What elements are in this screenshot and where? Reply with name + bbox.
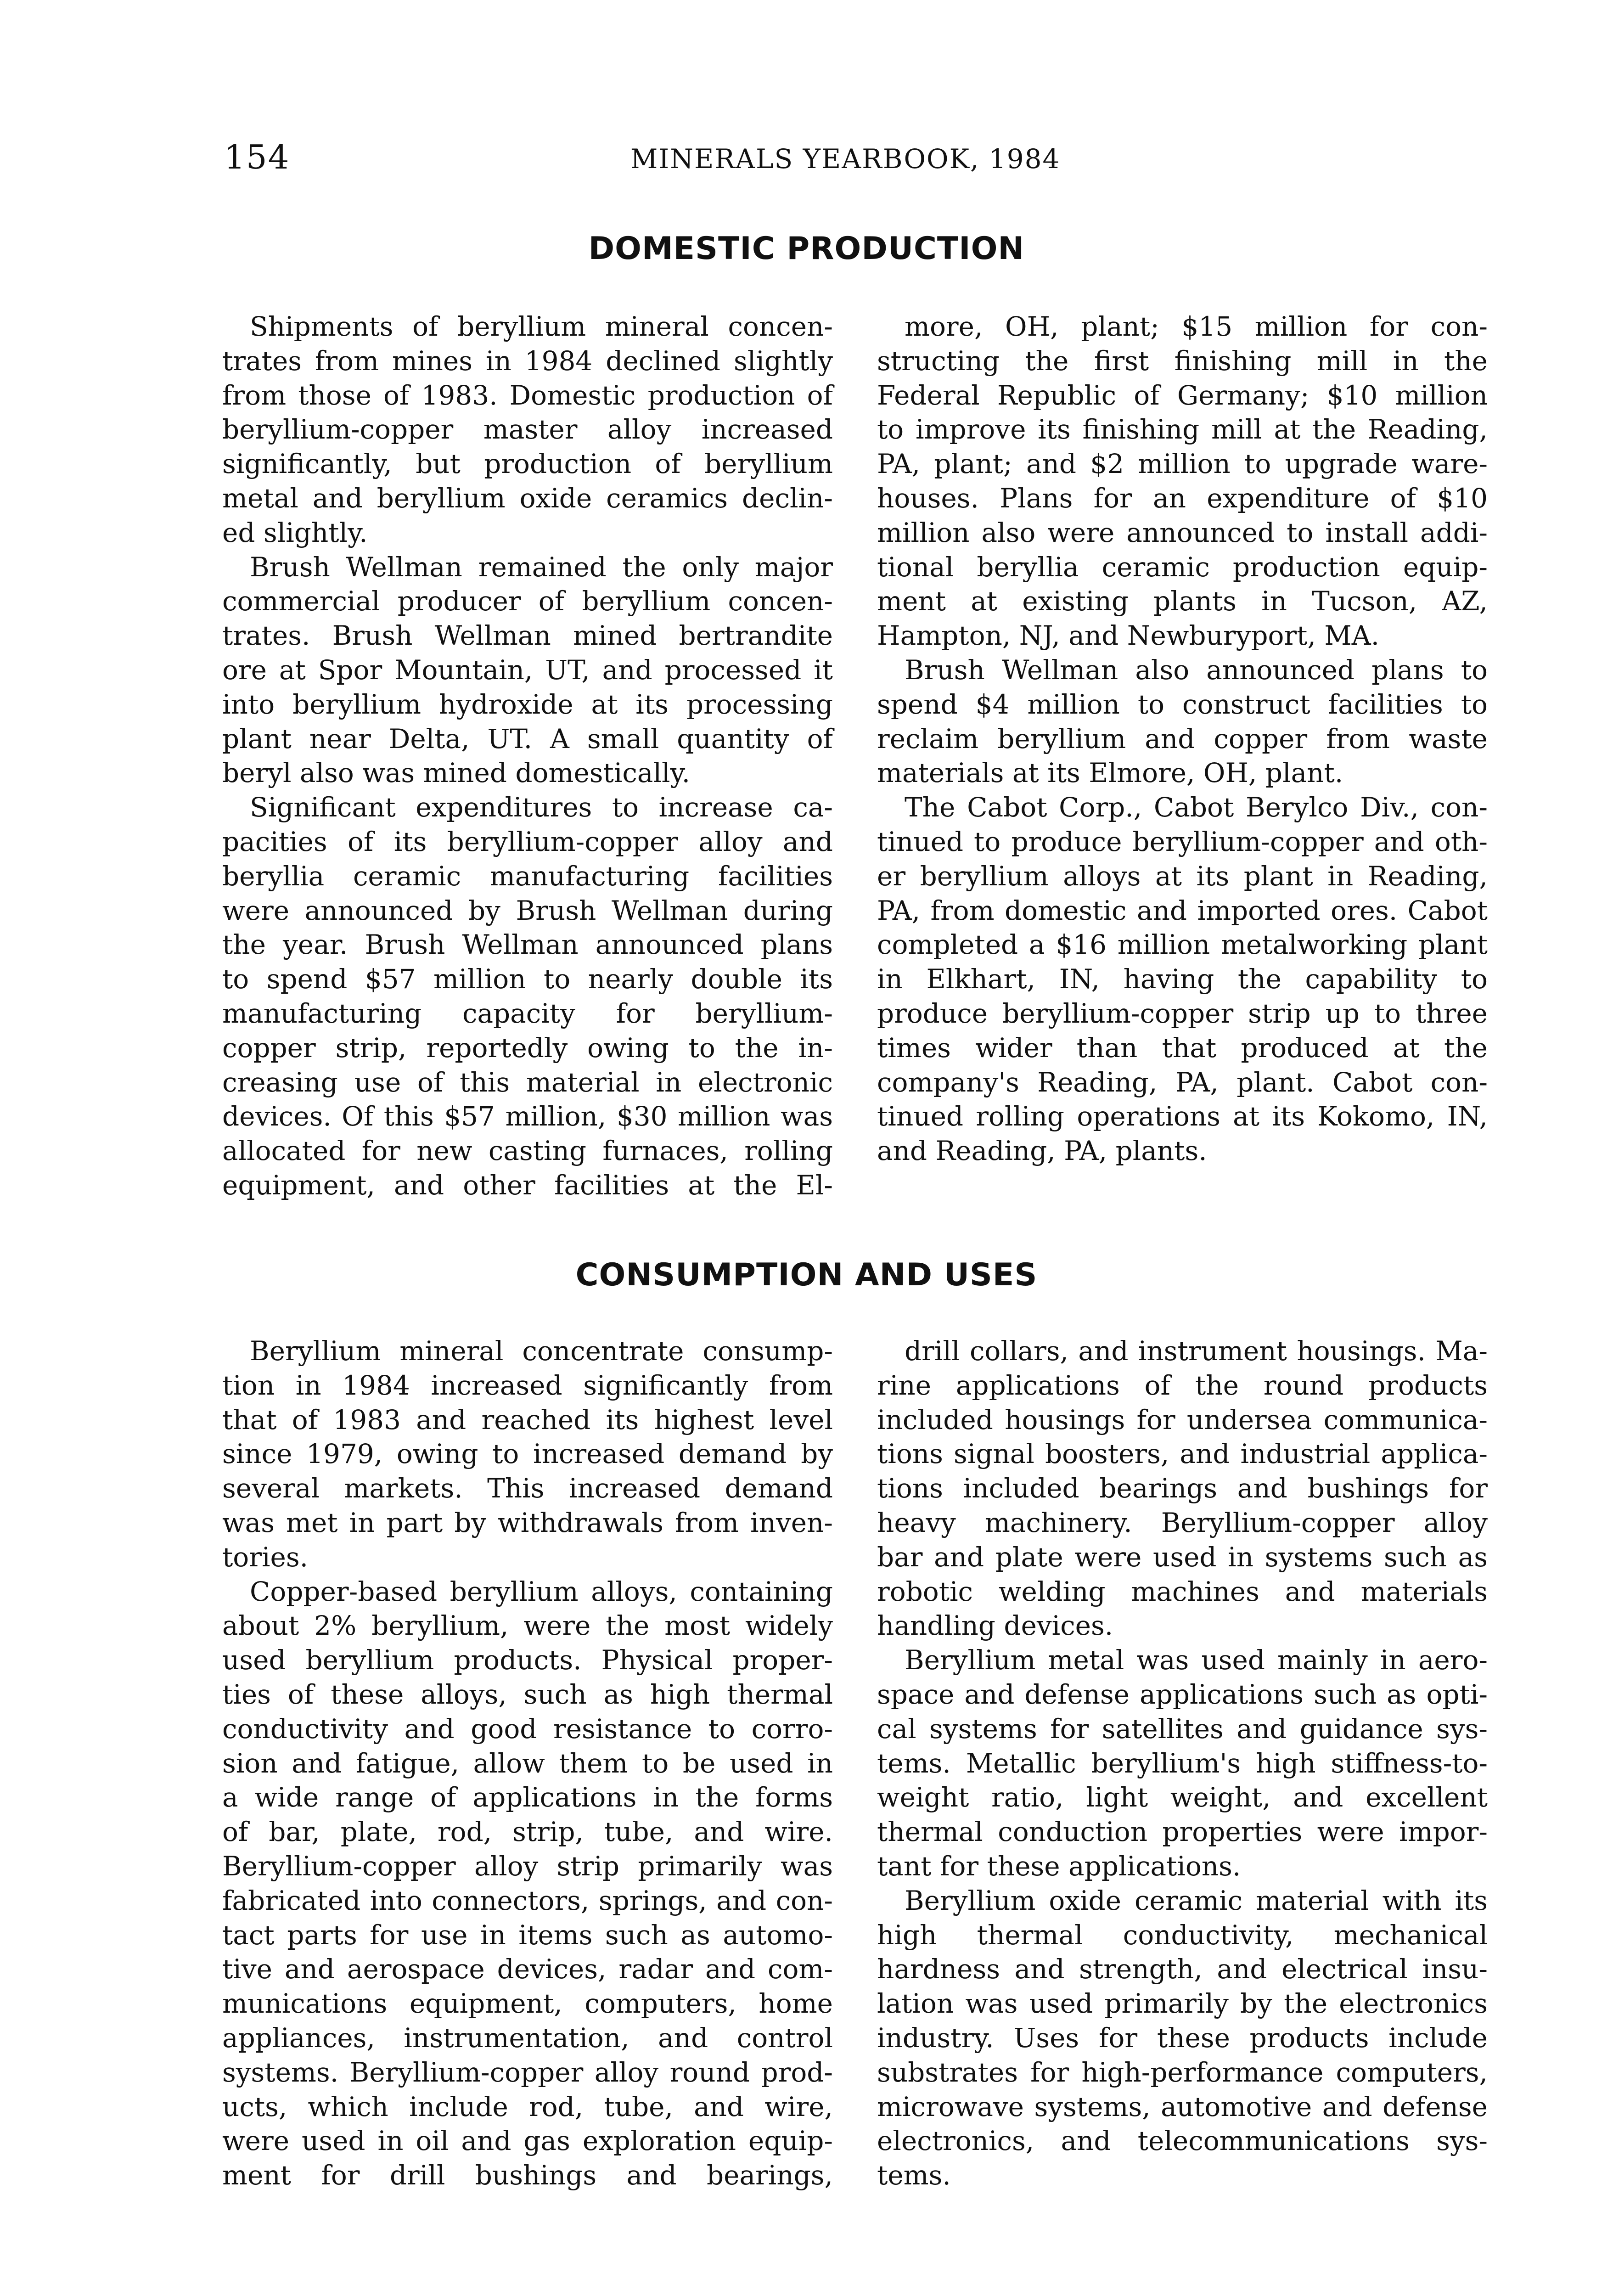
text-line: tinued to produce beryllium-copper and oth- [877, 826, 1488, 857]
domestic-production-right-column [877, 310, 1488, 1168]
text-line: lation was used primarily by the electronics [877, 1988, 1488, 2020]
text-line: about 2% beryllium, were the most widely [222, 1610, 833, 1642]
text-line: ties of these alloys, such as high thermal [222, 1678, 833, 1710]
text-line: Federal Republic of Germany; $10 million [877, 379, 1488, 411]
text-line: a wide range of applications in the forms [222, 1782, 833, 1813]
text-line: fabricated into connectors, springs, and con- [222, 1885, 833, 1916]
text-line: PA, plant; and $2 million to upgrade ware- [877, 448, 1488, 480]
text-line: completed a $16 million metalworking plant [877, 929, 1488, 961]
text-line: were used in oil and gas exploration equip- [222, 2125, 833, 2157]
text-line: copper strip, reportedly owing to the in- [222, 1032, 833, 1064]
text-line: million also were announced to install addi- [877, 517, 1488, 548]
text-line: Hampton, NJ, and Newburyport, MA. [877, 620, 1380, 652]
text-line: Brush Wellman remained the only major [250, 551, 833, 583]
text-line: spend $4 million to construct facilities to [877, 688, 1488, 720]
text-line: beryllium-copper master alloy increased [222, 414, 833, 445]
text-line: bar and plate were used in systems such as [877, 1541, 1488, 1573]
text-line: trates. Brush Wellman mined bertrandite [222, 620, 833, 652]
text-line: of bar, plate, rod, strip, tube, and wire. [222, 1816, 833, 1848]
text-line: Copper-based beryllium alloys, containing [250, 1576, 833, 1607]
text-line: produce beryllium-copper strip up to three [877, 997, 1488, 1029]
text-line: high thermal conductivity, mechanical [877, 1919, 1488, 1951]
domestic-production-left-column [222, 310, 833, 1203]
text-line: to improve its finishing mill at the Reading, [877, 414, 1488, 445]
text-line: devices. Of this $57 million, $30 million was [222, 1101, 833, 1132]
text-line: materials at its Elmore, OH, plant. [877, 757, 1343, 789]
text-line: beryl also was mined domestically. [222, 757, 691, 789]
text-line: company's Reading, PA, plant. Cabot con- [877, 1066, 1488, 1098]
section-heading-consumption-and-uses: CONSUMPTION AND USES [575, 1257, 1038, 1293]
text-line: Shipments of beryllium mineral concen- [250, 311, 833, 342]
text-line: munications equipment, computers, home [222, 1988, 833, 2020]
text-line: and Reading, PA, plants. [877, 1135, 1207, 1167]
text-line: Beryllium metal was used mainly in aero- [905, 1644, 1488, 1676]
text-line: tories. [222, 1541, 309, 1573]
text-line: industry. Uses for these products include [877, 2022, 1488, 2054]
text-line: into beryllium hydroxide at its processing [222, 688, 833, 720]
text-line: since 1979, owing to increased demand by [222, 1438, 833, 1470]
text-line: heavy machinery. Beryllium-copper alloy [877, 1507, 1488, 1538]
text-line: included housings for undersea communica- [877, 1404, 1488, 1435]
text-line: creasing use of this material in electronic [222, 1066, 833, 1098]
text-line: in Elkhart, IN, having the capability to [877, 963, 1488, 995]
text-line: metal and beryllium oxide ceramics declin- [222, 482, 833, 514]
text-line: ment for drill bushings and bearings, [222, 2160, 833, 2191]
text-line: tional beryllia ceramic production equip- [877, 551, 1488, 583]
text-line: that of 1983 and reached its highest level [222, 1404, 833, 1435]
text-line: manufacturing capacity for beryllium- [222, 997, 833, 1029]
text-line: Significant expenditures to increase ca- [250, 792, 833, 823]
text-line: tion in 1984 increased significantly from [222, 1369, 833, 1401]
text-line: tant for these applications. [877, 1850, 1241, 1882]
text-line: plant near Delta, UT. A small quantity of [222, 723, 833, 754]
consumption-left-column [222, 1334, 833, 2193]
text-line: more, OH, plant; $15 million for con- [905, 311, 1488, 342]
text-line: ment at existing plants in Tucson, AZ, [877, 585, 1488, 617]
text-line: ore at Spor Mountain, UT, and processed it [222, 654, 833, 686]
text-line: tems. Metallic beryllium's high stiffness-to- [877, 1747, 1488, 1779]
text-line: allocated for new casting furnaces, rolling [222, 1135, 833, 1167]
text-line: times wider than that produced at the [877, 1032, 1488, 1064]
text-line: tinued rolling operations at its Kokomo, IN, [877, 1101, 1488, 1132]
text-line: used beryllium products. Physical proper- [222, 1644, 833, 1676]
text-line: pacities of its beryllium-copper alloy and [222, 826, 833, 857]
text-line: ucts, which include rod, tube, and wire, [222, 2091, 833, 2122]
text-line: Brush Wellman also announced plans to [905, 654, 1488, 686]
text-line: substrates for high-performance computers, [877, 2056, 1488, 2088]
text-line: microwave systems, automotive and defense [877, 2091, 1488, 2122]
text-line: equipment, and other facilities at the El- [222, 1169, 833, 1201]
text-line: er beryllium alloys at its plant in Reading, [877, 860, 1488, 892]
text-line: weight ratio, light weight, and excellent [877, 1782, 1488, 1813]
text-line: systems. Beryllium-copper alloy round prod- [222, 2056, 833, 2088]
text-line: rine applications of the round products [877, 1369, 1488, 1401]
text-line: houses. Plans for an expenditure of $10 [877, 482, 1488, 514]
text-line: The Cabot Corp., Cabot Berylco Div., con- [905, 792, 1488, 823]
consumption-right-column [877, 1334, 1488, 2193]
running-title: MINERALS YEARBOOK, 1984 [630, 143, 1061, 174]
text-line: PA, from domestic and imported ores. Cabot [877, 895, 1488, 926]
text-line: tions included bearings and bushings for [877, 1473, 1488, 1504]
text-line: Beryllium mineral concentrate consump- [250, 1335, 833, 1367]
text-line: reclaim beryllium and copper from waste [877, 723, 1488, 754]
text-line: commercial producer of beryllium concen- [222, 585, 833, 617]
text-line: structing the first finishing mill in the [877, 345, 1488, 377]
text-line: drill collars, and instrument housings. Ma- [905, 1335, 1488, 1367]
section-heading-domestic-production: DOMESTIC PRODUCTION [588, 231, 1025, 267]
text-line: conductivity and good resistance to corro- [222, 1713, 833, 1745]
text-line: tions signal boosters, and industrial applica- [877, 1438, 1488, 1470]
text-line: tive and aerospace devices, radar and com- [222, 1953, 833, 1985]
text-line: ed slightly. [222, 517, 368, 548]
text-line: Beryllium oxide ceramic material with its [905, 1885, 1488, 1916]
text-line: Beryllium-copper alloy strip primarily was [222, 1850, 833, 1882]
text-line: thermal conduction properties were impor- [877, 1816, 1488, 1848]
text-line: tems. [877, 2160, 951, 2191]
text-line: from those of 1983. Domestic production of [222, 379, 833, 411]
text-line: cal systems for satellites and guidance sys- [877, 1713, 1488, 1745]
text-line: several markets. This increased demand [222, 1473, 833, 1504]
text-line: space and defense applications such as opti- [877, 1678, 1488, 1710]
text-line: trates from mines in 1984 declined slightly [222, 345, 833, 377]
text-line: to spend $57 million to nearly double its [222, 963, 833, 995]
text-line: hardness and strength, and electrical insu- [877, 1953, 1488, 1985]
text-line: appliances, instrumentation, and control [222, 2022, 833, 2054]
page-number: 154 [224, 138, 290, 176]
text-line: sion and fatigue, allow them to be used in [222, 1747, 833, 1779]
text-line: tact parts for use in items such as automo- [222, 1919, 833, 1951]
text-line: the year. Brush Wellman announced plans [222, 929, 833, 961]
text-line: were announced by Brush Wellman during [222, 895, 833, 926]
text-line: electronics, and telecommunications sys- [877, 2125, 1488, 2157]
text-line: was met in part by withdrawals from inven- [222, 1507, 833, 1538]
text-line: beryllia ceramic manufacturing facilities [222, 860, 833, 892]
text-line: significantly, but production of beryllium [222, 448, 833, 480]
text-line: robotic welding machines and materials [877, 1576, 1488, 1607]
text-line: handling devices. [877, 1610, 1113, 1642]
